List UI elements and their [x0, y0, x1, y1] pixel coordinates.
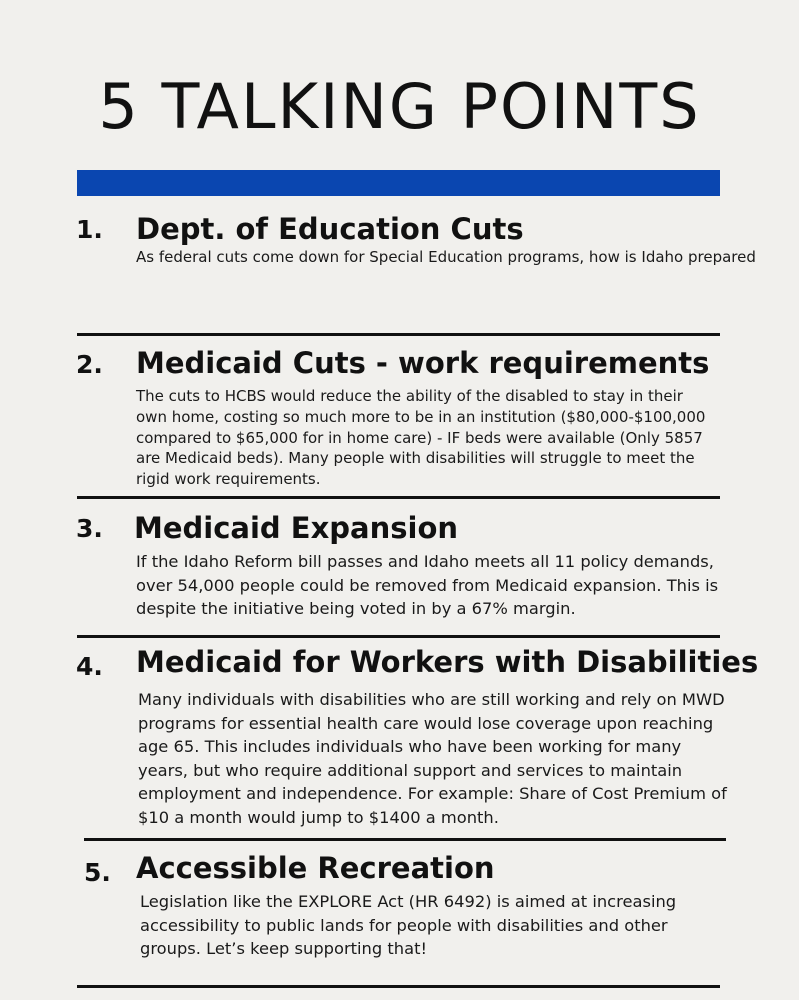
point-body: If the Idaho Reform bill passes and Idaho meets all 11 policy demands, over 54,000 people could be removed from Medicaid expansion. This is despite the initiative being voted in by a 67% margin.	[136, 552, 719, 618]
page-title: 5 TALKING POINTS	[98, 70, 701, 143]
point-number: 3.	[76, 514, 103, 543]
point-body: The cuts to HCBS would reduce the ability of the disabled to stay in their own home, costing so much more to be in an institution ($80,000-$100,000 compared to $65,000 for in home care) - IF beds were available (Only 5857 are Medicaid beds). Many people with disabilities will struggle to meet the rigid work requirements.	[136, 387, 706, 489]
title-accent-bar	[77, 170, 720, 196]
point-heading: Accessible Recreation	[136, 851, 495, 885]
divider	[77, 496, 720, 499]
divider	[84, 838, 726, 841]
point-body: Legislation like the EXPLORE Act (HR 6492) is aimed at increasing accessibility to public lands for people with disabilities and other groups. Let’s keep supporting that!	[140, 892, 677, 958]
point-number: 4.	[76, 652, 103, 681]
divider	[77, 985, 720, 988]
point-number: 5.	[84, 858, 111, 887]
point-heading: Dept. of Education Cuts	[136, 212, 524, 246]
point-heading: Medicaid Expansion	[134, 511, 459, 545]
point-number: 2.	[76, 350, 103, 379]
point-number: 1.	[76, 215, 103, 244]
divider	[77, 635, 720, 638]
point-heading: Medicaid for Workers with Disabilities	[136, 645, 759, 679]
point-heading: Medicaid Cuts - work requirements	[136, 346, 710, 380]
point-body: As federal cuts come down for Special Education programs, how is Idaho prepared	[136, 248, 756, 266]
divider	[77, 333, 720, 336]
point-body: Many individuals with disabilities who are still working and rely on MWD programs for essential health care would lose coverage upon reaching age 65. This includes individuals who have been working for many years, but who require additional support and services to maintain employment and independence. For example: Share of Cost Premium of $10 a month would jump to $1400 a month.	[138, 690, 727, 827]
